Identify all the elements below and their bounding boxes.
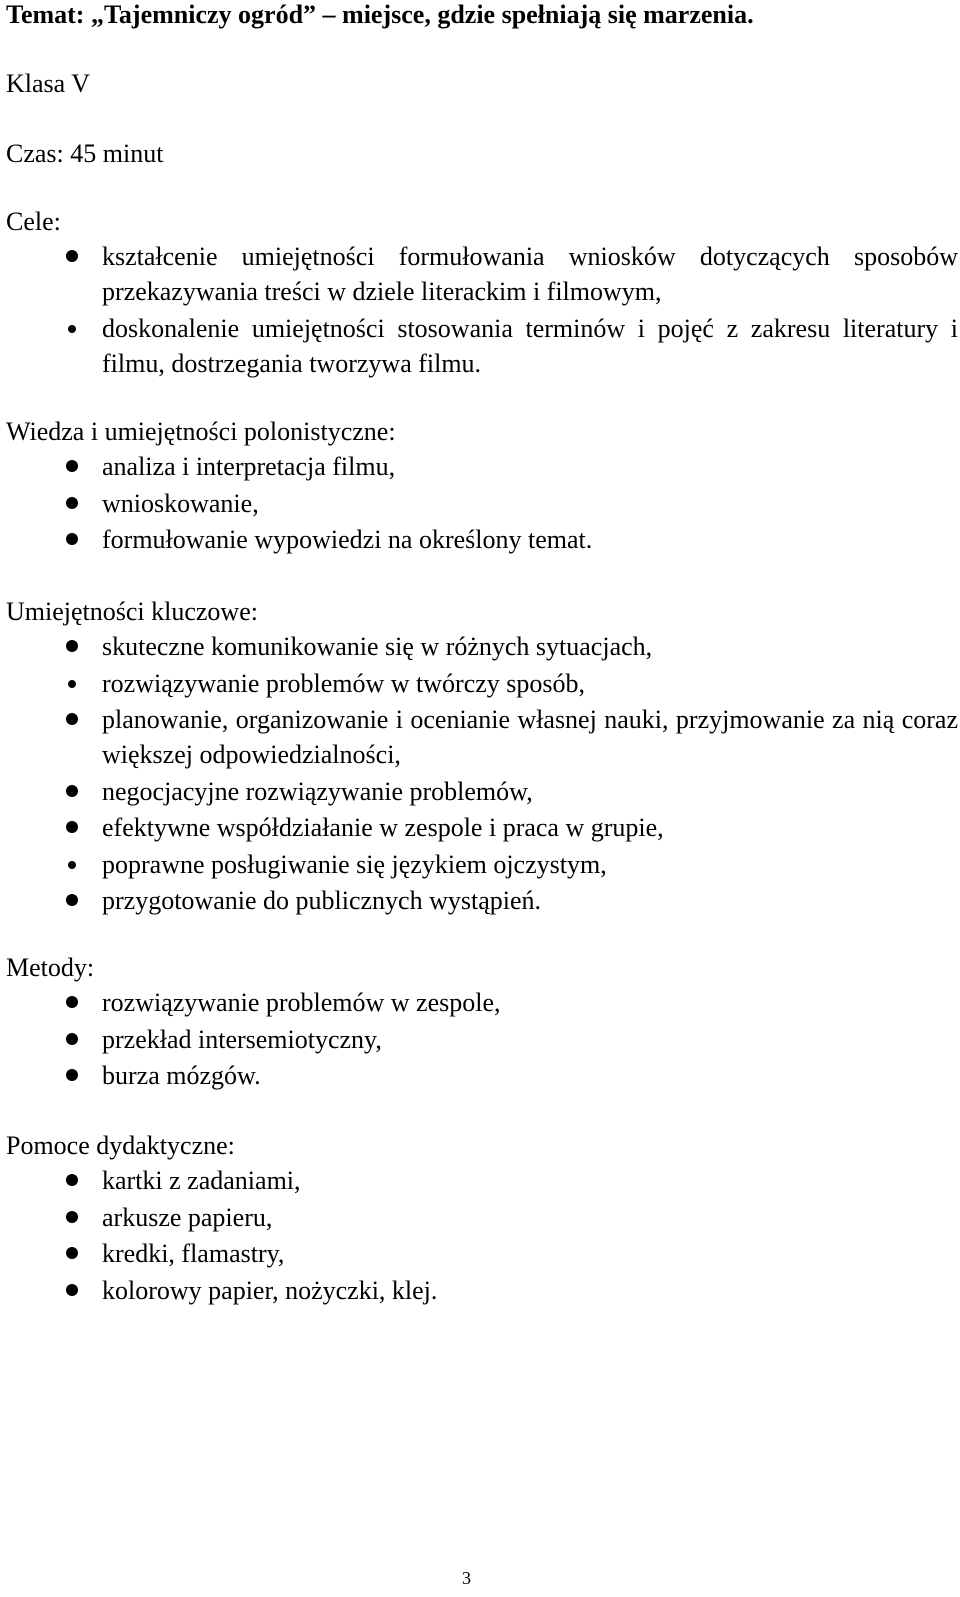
list-item <box>6 702 958 772</box>
bullet-icon <box>68 680 76 688</box>
goals-heading: Cele: <box>6 207 61 236</box>
list-item <box>6 1058 958 1093</box>
list-item-text: efektywne współdziałanie w zespole i praca w grupie, <box>102 813 664 842</box>
bullet-icon <box>68 861 76 869</box>
knowledge-section <box>6 414 958 559</box>
knowledge-list <box>6 449 958 557</box>
bullet-icon <box>66 894 78 906</box>
list-item-text: arkusze papieru, <box>102 1202 273 1232</box>
bullet-icon <box>66 785 78 797</box>
list-item <box>6 486 958 521</box>
list-item <box>6 1236 958 1271</box>
list-item-text: rozwiązywanie problemów w twórczy sposób, <box>102 668 586 698</box>
key-skills-section <box>6 594 958 920</box>
list-item <box>6 239 958 309</box>
list-item <box>6 311 958 381</box>
list-item <box>6 985 958 1020</box>
bullet-icon <box>66 821 78 833</box>
list-item-text: poprawne posługiwanie się językiem ojczystym, <box>102 849 607 879</box>
list-item <box>6 883 958 918</box>
list-item-text: rozwiązywanie problemów w zespole, <box>102 988 501 1017</box>
time-label: Czas: 45 minut <box>6 139 164 168</box>
list-item-text: formułowanie wypowiedzi na określony temat. <box>102 525 593 554</box>
list-item-text: przekład intersemiotyczny, <box>102 1024 382 1054</box>
list-item-text: kredki, flamastry, <box>102 1239 285 1268</box>
list-item <box>6 1273 958 1308</box>
key-skills-heading: Umiejętności kluczowe: <box>6 597 258 626</box>
list-item <box>6 449 958 484</box>
bullet-icon <box>66 1069 78 1081</box>
bullet-icon <box>66 640 78 652</box>
teaching-aids-section <box>6 1128 958 1309</box>
list-item-text: doskonalenie umiejętności stosowania terminów i pojęć z zakresu literatury i filmu, dostrzegania tworzywa filmu. <box>102 313 958 378</box>
list-item <box>6 1022 958 1057</box>
list-item <box>6 629 958 664</box>
teaching-aids-heading: Pomoce dydaktyczne: <box>6 1131 235 1160</box>
list-item <box>6 774 958 809</box>
list-item-text: kartki z zadaniami, <box>102 1166 301 1195</box>
goals-section <box>6 204 958 382</box>
list-item <box>6 847 958 882</box>
lesson-title: Temat: „Tajemniczy ogród” – miejsce, gdzie spełniają się marzenia. <box>6 0 754 29</box>
bullet-icon <box>68 325 76 333</box>
bullet-icon <box>66 533 78 545</box>
list-item-text: planowanie, organizowanie i ocenianie własnej nauki, przyjmowanie za nią coraz większej odpowiedzialności, <box>102 705 958 769</box>
knowledge-heading: Wiedza i umiejętności polonistyczne: <box>6 417 396 446</box>
bullet-icon <box>66 713 78 725</box>
methods-heading: Metody: <box>6 953 95 982</box>
bullet-icon <box>66 1211 78 1223</box>
list-item-text: skuteczne komunikowanie się w różnych sytuacjach, <box>102 632 653 661</box>
bullet-icon <box>66 1284 78 1296</box>
bullet-icon <box>66 996 78 1008</box>
list-item <box>6 522 958 557</box>
teaching-aids-list <box>6 1163 958 1308</box>
list-item <box>6 1200 958 1235</box>
class-label: Klasa V <box>6 69 91 98</box>
bullet-icon <box>66 497 78 509</box>
bullet-icon <box>66 1033 78 1045</box>
list-item-text: analiza i interpretacja filmu, <box>102 452 396 481</box>
methods-section <box>6 950 958 1095</box>
bullet-icon <box>66 1174 78 1186</box>
bullet-icon <box>66 250 78 262</box>
list-item-text: kształcenie umiejętności formułowania wniosków dotyczących sposobów przekazywania treści w dziele literackim i filmowym, <box>102 242 958 306</box>
list-item-text: przygotowanie do publicznych wystąpień. <box>102 886 541 915</box>
list-item <box>6 810 958 845</box>
bullet-icon <box>66 1247 78 1259</box>
methods-list <box>6 985 958 1093</box>
list-item <box>6 666 958 701</box>
list-item <box>6 1163 958 1198</box>
key-skills-list <box>6 629 958 918</box>
goals-list <box>6 239 958 381</box>
page-number: 3 <box>462 1568 471 1588</box>
list-item-text: wnioskowanie, <box>102 488 259 518</box>
list-item-text: burza mózgów. <box>102 1061 261 1090</box>
list-item-text: negocjacyjne rozwiązywanie problemów, <box>102 776 533 806</box>
bullet-icon <box>66 460 78 472</box>
list-item-text: kolorowy papier, nożyczki, klej. <box>102 1275 438 1305</box>
